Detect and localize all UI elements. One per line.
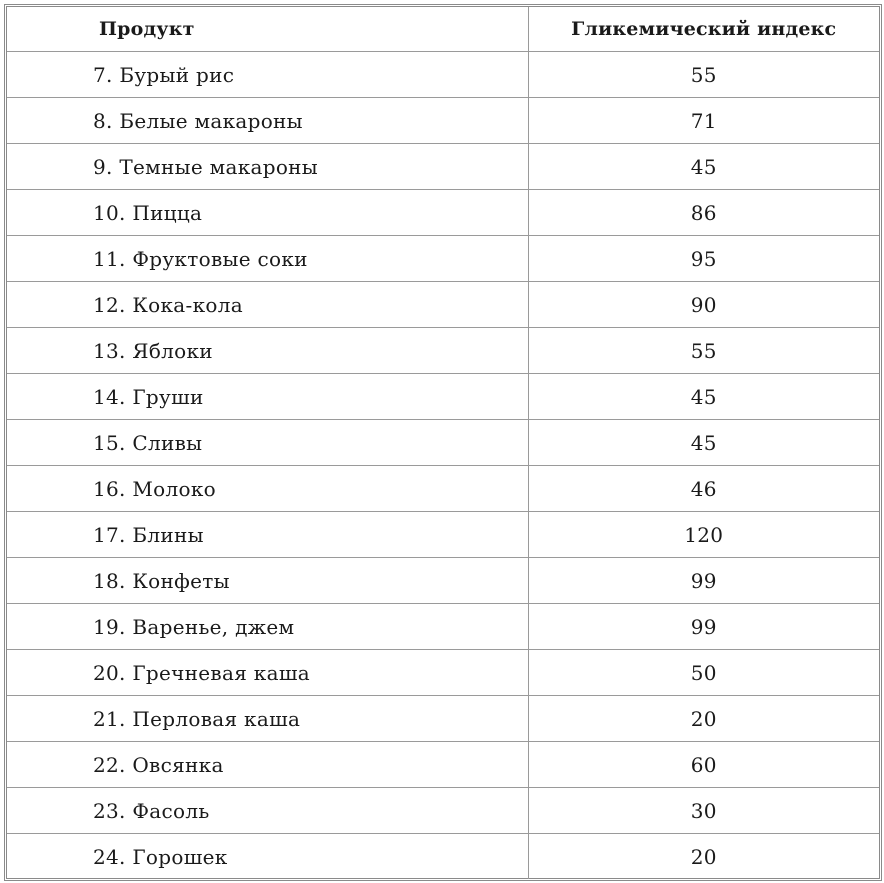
product-name: 23. Фасоль bbox=[7, 788, 528, 834]
header-glycemic-index: Гликемический индекс bbox=[528, 7, 879, 52]
product-name: 18. Конфеты bbox=[7, 558, 528, 604]
glycemic-index-value: 120 bbox=[528, 512, 879, 558]
product-name: 12. Кока-кола bbox=[7, 282, 528, 328]
table-row bbox=[7, 98, 879, 144]
glycemic-index-value: 86 bbox=[528, 190, 879, 236]
glycemic-index-table bbox=[7, 7, 879, 879]
product-name: 20. Гречневая каша bbox=[7, 650, 528, 696]
glycemic-index-value: 60 bbox=[528, 742, 879, 788]
table-row bbox=[7, 742, 879, 788]
table-body bbox=[7, 52, 879, 880]
product-name: 19. Варенье, джем bbox=[7, 604, 528, 650]
header-product: Продукт bbox=[7, 7, 528, 52]
table-row bbox=[7, 144, 879, 190]
product-name: 9. Темные макароны bbox=[7, 144, 528, 190]
table-row bbox=[7, 420, 879, 466]
glycemic-index-value: 46 bbox=[528, 466, 879, 512]
glycemic-index-value: 50 bbox=[528, 650, 879, 696]
table-row bbox=[7, 328, 879, 374]
table-row bbox=[7, 190, 879, 236]
table-row bbox=[7, 604, 879, 650]
table-row bbox=[7, 650, 879, 696]
glycemic-index-value: 45 bbox=[528, 420, 879, 466]
glycemic-index-value: 45 bbox=[528, 374, 879, 420]
table-row bbox=[7, 466, 879, 512]
table-header bbox=[7, 7, 879, 52]
product-name: 7. Бурый рис bbox=[7, 52, 528, 98]
glycemic-index-value: 55 bbox=[528, 52, 879, 98]
product-name: 15. Сливы bbox=[7, 420, 528, 466]
table-row bbox=[7, 512, 879, 558]
table-row bbox=[7, 374, 879, 420]
product-name: 8. Белые макароны bbox=[7, 98, 528, 144]
table-row bbox=[7, 282, 879, 328]
glycemic-index-value: 99 bbox=[528, 558, 879, 604]
glycemic-index-value: 90 bbox=[528, 282, 879, 328]
table-row bbox=[7, 696, 879, 742]
product-name: 22. Овсянка bbox=[7, 742, 528, 788]
product-name: 21. Перловая каша bbox=[7, 696, 528, 742]
table-row bbox=[7, 52, 879, 98]
product-name: 10. Пицца bbox=[7, 190, 528, 236]
glycemic-index-value: 45 bbox=[528, 144, 879, 190]
table-row bbox=[7, 788, 879, 834]
table-row bbox=[7, 558, 879, 604]
glycemic-index-value: 55 bbox=[528, 328, 879, 374]
glycemic-index-value: 30 bbox=[528, 788, 879, 834]
product-name: 24. Горошек bbox=[7, 834, 528, 880]
glycemic-index-table-frame bbox=[4, 4, 882, 881]
glycemic-index-value: 95 bbox=[528, 236, 879, 282]
product-name: 17. Блины bbox=[7, 512, 528, 558]
glycemic-index-value: 20 bbox=[528, 696, 879, 742]
glycemic-index-value: 99 bbox=[528, 604, 879, 650]
product-name: 11. Фруктовые соки bbox=[7, 236, 528, 282]
glycemic-index-value: 71 bbox=[528, 98, 879, 144]
product-name: 13. Яблоки bbox=[7, 328, 528, 374]
header-row bbox=[7, 7, 879, 52]
table-row bbox=[7, 834, 879, 880]
table-row bbox=[7, 236, 879, 282]
product-name: 16. Молоко bbox=[7, 466, 528, 512]
product-name: 14. Груши bbox=[7, 374, 528, 420]
glycemic-index-value: 20 bbox=[528, 834, 879, 880]
